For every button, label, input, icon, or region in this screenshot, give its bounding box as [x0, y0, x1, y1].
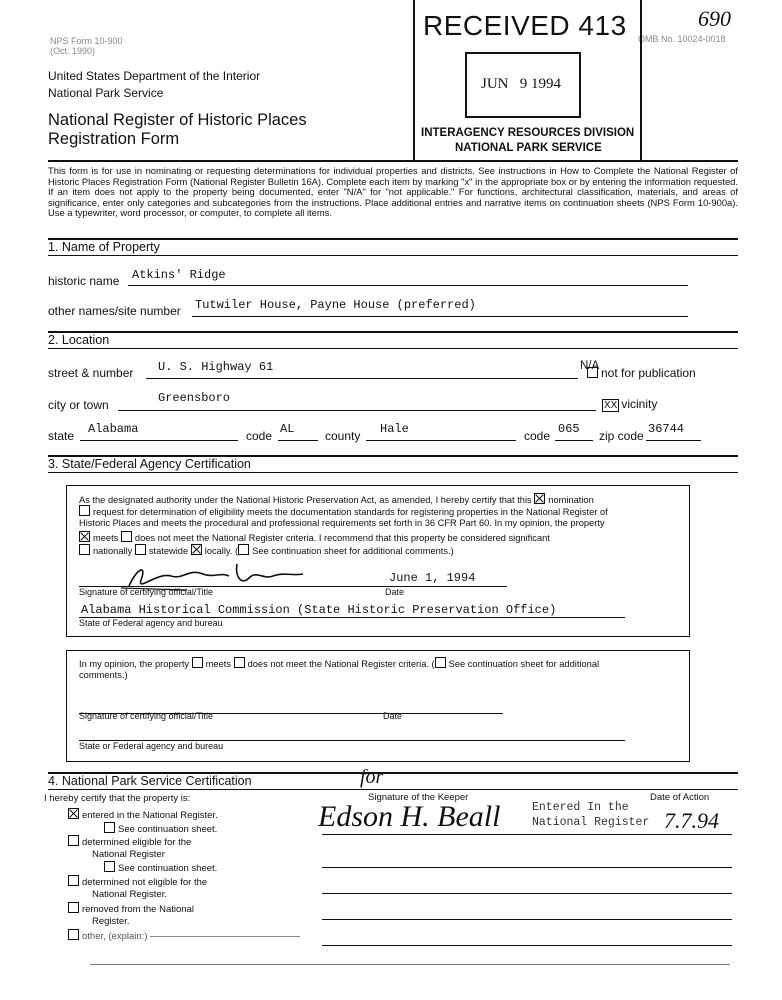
form-number: NPS Form 10-900	[50, 36, 123, 46]
determined-eligible-label-2: National Register	[92, 849, 165, 860]
continuation-label: See continuation sheet for additional comments.)	[252, 546, 454, 556]
county-code-label: code	[524, 429, 551, 443]
removed-label: removed from the National	[82, 904, 194, 915]
action-date: 7.7.94	[664, 808, 719, 833]
other-names-label: other names/site number	[48, 304, 181, 318]
county-line	[366, 440, 516, 441]
state-value[interactable]: Alabama	[88, 422, 139, 436]
entered-label: entered in the National Register.	[82, 810, 218, 821]
street-line	[146, 378, 578, 379]
removed-label-2: Register.	[92, 916, 130, 927]
title-line-2: Registration Form	[48, 130, 180, 148]
title-line-1: National Register of Historic Places	[48, 111, 307, 129]
cert-line-2	[79, 505, 608, 517]
stamp-date: JUN 9 1994	[481, 76, 562, 92]
historic-name-label: historic name	[48, 274, 120, 288]
opinion-date-label: Date	[383, 711, 403, 721]
opinion-continuation-checkbox[interactable]	[435, 657, 446, 668]
section2-title: 2. Location	[48, 333, 110, 347]
meets-label: meets	[93, 533, 119, 543]
department-block	[48, 68, 260, 102]
entered-stamp-line-1: Entered In the	[532, 801, 629, 814]
determined-eligible-label: determined eligible for the	[82, 837, 192, 848]
nationally-checkbox[interactable]	[79, 544, 90, 555]
request-checkbox[interactable]	[79, 505, 90, 516]
zip-label: zip code	[599, 429, 644, 443]
continuation-checkbox[interactable]	[238, 544, 249, 555]
section2-top-rule	[48, 331, 738, 333]
certify-text: I hereby certify that the property is:	[44, 793, 191, 804]
statewide-checkbox[interactable]	[135, 544, 146, 555]
agency: National Park Service	[48, 86, 164, 100]
opinion-text-2: does not meet the National Register criteria. (	[247, 659, 435, 669]
not-for-publication[interactable]	[587, 366, 696, 380]
not-for-publication-checkbox[interactable]	[587, 367, 598, 378]
keeper-line-4	[322, 919, 732, 920]
na-mark: N/A	[580, 360, 600, 372]
keeper-line-2	[322, 867, 732, 868]
determined-not-eligible-option[interactable]	[68, 875, 207, 901]
state-code-value[interactable]: AL	[280, 422, 295, 436]
opinion-line-2: comments.)	[79, 670, 128, 680]
received-stamp	[413, 0, 642, 160]
date-of-action-label: Date of Action	[650, 792, 710, 803]
county-code-line	[555, 440, 593, 441]
agency-label: State of Federal agency and bureau	[79, 618, 223, 628]
zip-line	[646, 440, 701, 441]
state-signature-label: Signature of certifying official/Title	[79, 587, 214, 597]
street-label: street & number	[48, 366, 134, 380]
form-date: (Oct. 1990)	[50, 46, 96, 56]
keeper-signature: Edson H. Beall	[318, 800, 501, 833]
opinion-line-1	[79, 657, 599, 669]
stamp-date-box	[465, 52, 581, 118]
federal-opinion-box	[66, 650, 690, 762]
removed-checkbox[interactable]	[68, 902, 79, 913]
omb-number: OMB No. 10024-0018	[638, 34, 726, 44]
state-date-label: Date	[385, 587, 405, 597]
form-title	[48, 111, 307, 149]
meets-checkbox[interactable]	[79, 531, 90, 542]
vicinity-checkbox[interactable]: XX	[604, 400, 618, 411]
state-code-label: code	[246, 429, 273, 443]
entered-checkbox[interactable]	[68, 808, 79, 819]
state-certification-box	[66, 485, 690, 637]
zip-value[interactable]: 36744	[648, 422, 685, 436]
section1-title-rule	[48, 255, 738, 256]
cert-line-1	[79, 493, 594, 505]
determined-not-eligible-checkbox[interactable]	[68, 875, 79, 886]
county-value[interactable]: Hale	[380, 422, 409, 436]
cert-date-value[interactable]: June 1, 1994	[389, 571, 476, 585]
other-label: other, (explain:)	[82, 931, 148, 942]
street-value[interactable]: U. S. Highway 61	[158, 360, 274, 374]
eligible-continuation-label: See continuation sheet.	[118, 863, 218, 874]
locally-label: locally. (	[204, 546, 239, 556]
stamp-division: INTERAGENCY RESOURCES DIVISION	[421, 127, 635, 139]
city-value[interactable]: Greensboro	[158, 391, 231, 405]
opinion-text-1: In my opinion, the property	[79, 659, 190, 669]
county-code-value[interactable]: 065	[558, 422, 580, 436]
opinion-not-meet-checkbox[interactable]	[234, 657, 245, 668]
section1-title: 1. Name of Property	[48, 240, 160, 254]
entered-continuation-label: See continuation sheet.	[118, 824, 218, 835]
opinion-meets-label: meets	[205, 659, 231, 669]
opinion-meets-checkbox[interactable]	[192, 657, 203, 668]
department: United States Department of the Interior	[48, 69, 261, 83]
other-names-line	[192, 316, 688, 317]
for-note: for	[360, 766, 384, 788]
historic-name-value[interactable]: Atkins' Ridge	[132, 268, 226, 282]
opinion-agency-label: State or Federal agency and bureau	[79, 741, 224, 751]
statewide-label: statewide	[148, 546, 189, 556]
entered-option[interactable]	[68, 808, 218, 836]
city-line	[118, 410, 596, 411]
stamp-service: NATIONAL PARK SERVICE	[455, 142, 602, 154]
section4-title: 4. National Park Service Certification	[48, 774, 252, 788]
entered-continuation-checkbox[interactable]	[104, 822, 115, 833]
state-line	[80, 440, 238, 441]
other-explain-line	[150, 936, 300, 937]
determined-eligible-checkbox[interactable]	[68, 835, 79, 846]
form-id	[50, 36, 123, 56]
vicinity-label: vicinity	[621, 397, 658, 411]
section3-title-rule	[48, 472, 738, 473]
received-text: RECEIVED 413	[423, 10, 627, 41]
section4-title-rule	[48, 789, 738, 790]
agency-value[interactable]: Alabama Historical Commission (State Historic Preservation Office)	[81, 603, 557, 617]
determined-eligible-option[interactable]	[68, 835, 217, 875]
historic-name-line	[128, 285, 688, 286]
entered-stamp-line-2: National Register	[532, 816, 650, 829]
nomination-label: nomination	[548, 495, 594, 505]
other-names-value[interactable]: Tutwiler House, Payne House (preferred)	[195, 298, 476, 312]
cert-line-4	[79, 531, 550, 543]
keeper-signature-label: Signature of the Keeper	[368, 792, 469, 803]
cert-text-4: does not meet the National Register criteria. I recommend that this property be considered significant	[134, 533, 550, 543]
eligible-continuation-checkbox[interactable]	[104, 861, 115, 872]
other-checkbox[interactable]	[68, 929, 79, 940]
state-code-line	[278, 440, 318, 441]
keeper-line-5	[322, 945, 732, 946]
not-for-publication-label: not for publication	[601, 366, 696, 380]
other-option[interactable]	[68, 929, 147, 942]
determined-not-eligible-label-2: National Register.	[92, 889, 167, 900]
city-label: city or town	[48, 398, 109, 412]
locally-checkbox[interactable]	[191, 544, 202, 555]
keeper-line-1	[322, 834, 732, 835]
cert-line-5	[79, 544, 454, 556]
cert-text-2: request for determination of eligibility meets the documentation standards for registering properties in the National Register of	[93, 507, 608, 517]
section2-title-rule	[48, 348, 738, 349]
footer-line	[90, 964, 730, 965]
cert-line-3: Historic Places and meets the procedural and professional requirements set forth in 36 CFR Part 60. In my opinion, the property	[79, 518, 605, 528]
state-label: state	[48, 429, 75, 443]
removed-option[interactable]	[68, 902, 194, 928]
determined-not-eligible-label: determined not eligible for the	[82, 877, 208, 888]
entered-stamp	[532, 800, 649, 830]
handwritten-number: 690	[698, 6, 731, 31]
header-rule	[48, 160, 738, 162]
section3-title: 3. State/Federal Agency Certification	[48, 457, 251, 471]
intro-text: This form is for use in nominating or requesting determinations for individual properties and districts. See instructions in How to Complete the National Register of Historic Places Registration Form (National Register Bulletin 16A). Complete each item by marking "x" in the appropriate box or by entering the information requested. If an item does not apply to the property being documented, enter "N/A" for "not applicable." For functions, architectural classification, materials, and areas of significance, enter only categories and subcategories from the instructions. Place additional entries and narrative items on continuation sheets (NPS Form 10-900a). Use a typewriter, word processor, or computer, to complete all items.	[48, 165, 738, 219]
keeper-line-3	[322, 893, 732, 894]
nomination-checkbox[interactable]	[534, 493, 545, 504]
vicinity[interactable]	[602, 397, 657, 411]
opinion-text-3: See continuation sheet for additional	[448, 659, 600, 669]
opinion-signature-label: Signature of certifying official/Title	[79, 711, 214, 721]
cert-text-1: As the designated authority under the National Historic Preservation Act, as amended, I hereby certify that this	[79, 495, 532, 505]
does-not-meet-checkbox[interactable]	[121, 531, 132, 542]
county-label: county	[325, 429, 361, 443]
nationally-label: nationally	[93, 546, 133, 556]
